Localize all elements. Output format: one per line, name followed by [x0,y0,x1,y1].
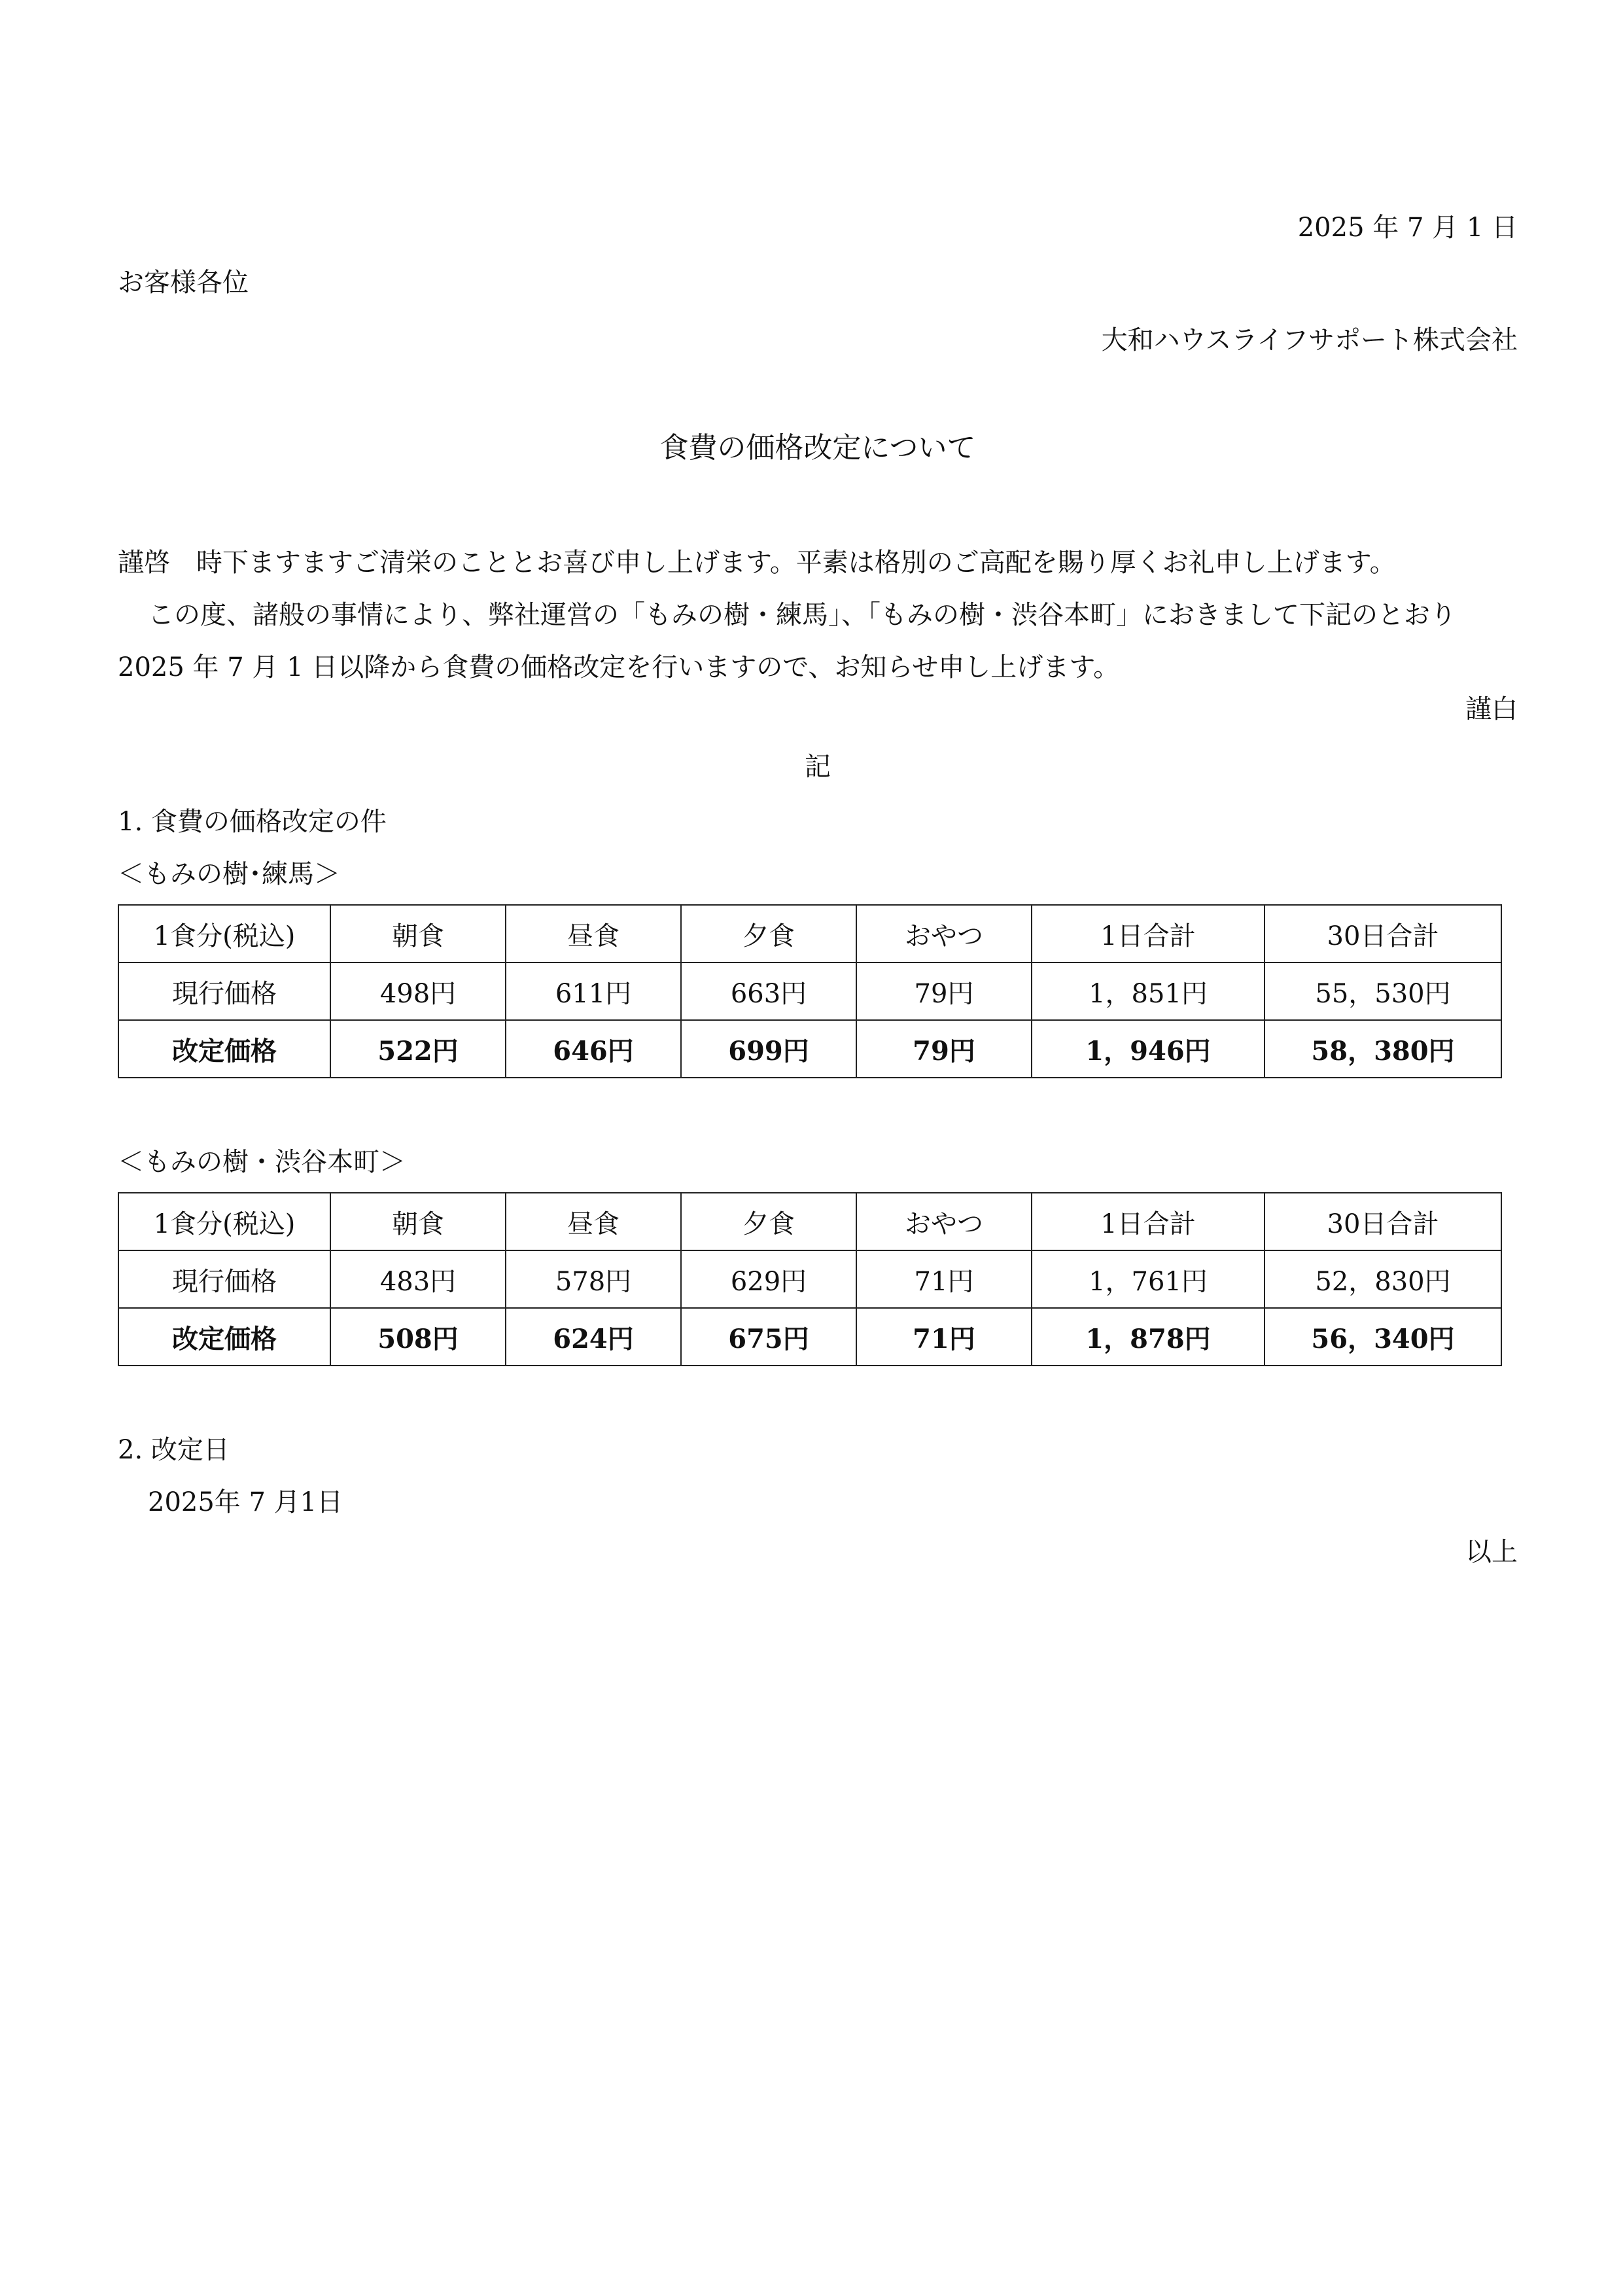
table-cell: 675円 [681,1308,856,1366]
table-cell: 現行価格 [118,1250,330,1308]
table-header-row [118,905,1501,963]
table-cell: 498円 [330,963,506,1020]
current-price-row [118,963,1501,1020]
table-cell: 71円 [856,1308,1032,1366]
header-cell: 夕食 [681,905,856,963]
body-line-1: 謹啓 時下ますますご清栄のこととお喜び申し上げます。平素は格別のご高配を賜り厚くお礼申し上げます。 [118,548,1396,578]
header-cell: 昼食 [506,1193,681,1250]
table-cell: 629円 [681,1250,856,1308]
section-1-heading: 1. 食費の価格改定の件 [118,807,387,837]
addressee: お客様各位 [118,268,249,298]
current-price-row [118,1250,1501,1308]
table-cell: 1，851円 [1032,963,1265,1020]
table-cell: 624円 [506,1308,681,1366]
ki-mark: 記 [805,752,831,782]
header-cell: 1食分(税込) [118,905,330,963]
table-cell: 改定価格 [118,1308,330,1366]
closing-ijou: 以上 [1465,1537,1518,1567]
table-cell: 611円 [506,963,681,1020]
header-cell: 30日合計 [1265,905,1501,963]
table-cell: 699円 [681,1020,856,1078]
revised-price-row [118,1308,1501,1366]
body-line-3: 2025 年 7 月 1 日以降から食費の価格改定を行いますので、お知らせ申し上げます。 [118,652,1120,682]
table-cell: 56，340円 [1265,1308,1501,1366]
table-cell: 79円 [856,1020,1032,1078]
body-text [118,537,1518,694]
table-cell: 71円 [856,1250,1032,1308]
table-cell: 663円 [681,963,856,1020]
header-cell: 昼食 [506,905,681,963]
header-cell: 朝食 [330,905,506,963]
document-title: 食費の価格改定について [659,431,976,465]
revision-date: 2025年 7 月1日 [148,1487,343,1517]
company-name: 大和ハウスライフサポート株式会社 [1101,325,1518,355]
table-cell: 52，830円 [1265,1250,1501,1308]
facility-nerima-name: ＜もみの樹･練馬＞ [118,859,340,889]
table-cell: 1，946円 [1032,1020,1265,1078]
price-table-nerima [118,904,1502,1078]
issue-date: 2025 年 7 月 1 日 [1297,213,1518,243]
table-cell: 79円 [856,963,1032,1020]
header-cell: おやつ [856,1193,1032,1250]
table-cell: 578円 [506,1250,681,1308]
section-2-heading: 2. 改定日 [118,1435,230,1465]
table-cell: 508円 [330,1308,506,1366]
header-cell: 1食分(税込) [118,1193,330,1250]
header-cell: 朝食 [330,1193,506,1250]
price-table-shibuya [118,1192,1502,1366]
body-line-2: この度、諸般の事情により、弊社運営の「もみの樹・練馬」、「もみの樹・渋谷本町」におきまして下記のとおり [148,600,1456,630]
header-cell: 1日合計 [1032,905,1265,963]
facility-shibuya-name: ＜もみの樹・渋谷本町＞ [118,1147,406,1177]
table-cell: 55，530円 [1265,963,1501,1020]
table-cell: 現行価格 [118,963,330,1020]
header-cell: 30日合計 [1265,1193,1501,1250]
header-cell: 夕食 [681,1193,856,1250]
table-header-row [118,1193,1501,1250]
table-cell: 1，761円 [1032,1250,1265,1308]
revised-price-row [118,1020,1501,1078]
closing-word: 謹白 [1465,694,1518,724]
table-cell: 改定価格 [118,1020,330,1078]
table-cell: 522円 [330,1020,506,1078]
header-cell: 1日合計 [1032,1193,1265,1250]
table-cell: 483円 [330,1250,506,1308]
table-cell: 58，380円 [1265,1020,1501,1078]
table-cell: 1，878円 [1032,1308,1265,1366]
table-cell: 646円 [506,1020,681,1078]
header-cell: おやつ [856,905,1032,963]
